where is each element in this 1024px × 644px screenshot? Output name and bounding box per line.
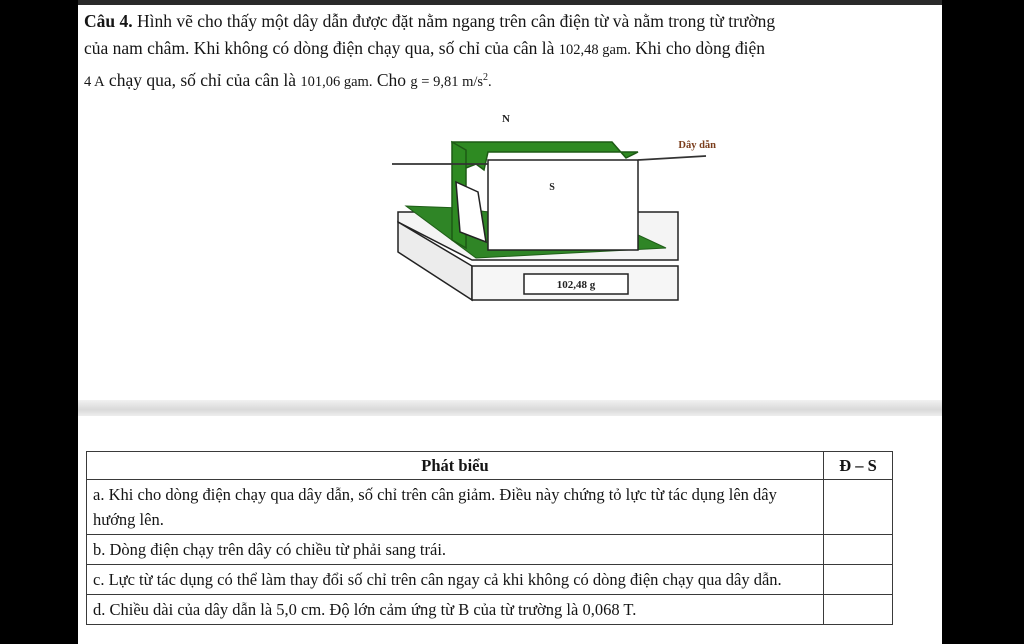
gravity-end: .: [488, 73, 492, 90]
statement-d: d. Chiều dài của dây dẫn là 5,0 cm. Độ lớn cảm ứng từ B của từ trường là 0,068 T.: [87, 595, 824, 625]
question-weight-2: 101,06 gam.: [300, 73, 373, 90]
magnet-front-face: [488, 160, 638, 250]
statement-c: c. Lực từ tác dụng có thể làm thay đổi số chỉ trên cân ngay cả khi không có dòng điện chạy qua dây dẫn.: [87, 565, 824, 595]
question-line-3b: Cho: [372, 69, 411, 90]
answer-cell-d[interactable]: [824, 595, 893, 625]
wire-label: Dây dẫn: [678, 140, 716, 151]
header-statement: Phát biểu: [87, 452, 824, 480]
table-row: [87, 480, 893, 535]
statement-b: b. Dòng điện chạy trên dây có chiều từ phải sang trái.: [87, 535, 824, 565]
pole-n-label: N: [502, 113, 510, 125]
table-row: [87, 595, 893, 625]
scale-reading: 102,48 g: [556, 279, 596, 291]
answer-cell-c[interactable]: [824, 565, 893, 595]
question-gravity: [410, 74, 491, 90]
answer-cell-a[interactable]: [824, 480, 893, 535]
table-row: [87, 565, 893, 595]
question-current: 4 A: [84, 73, 105, 90]
question-line-3a: chạy qua, số chỉ của cân là: [104, 69, 301, 90]
table-header-row: [87, 452, 893, 480]
magnet-scale-figure: [306, 100, 716, 310]
gravity-main: g = 9,81 m/s: [410, 73, 484, 90]
statement-a: a. Khi cho dòng điện chạy qua dây dẫn, số chỉ trên cân giảm. Điều này chứng tỏ lực từ tác dụng lên dây hướng lên.: [87, 480, 824, 535]
question-text: [84, 8, 934, 96]
gravity-exponent: 2: [483, 72, 489, 83]
question-line-2b: Khi cho dòng điện: [630, 38, 766, 58]
page-separator-band: [78, 400, 942, 416]
document-page: [78, 0, 942, 644]
question-line-1: Hình vẽ cho thấy một dây dẫn được đặt nằm ngang trên cân điện từ và nằm trong từ trường: [137, 11, 776, 31]
question-label: Câu 4.: [84, 11, 133, 31]
table-row: [87, 535, 893, 565]
top-strip: [78, 0, 942, 5]
header-answer: Đ – S: [824, 452, 893, 480]
question-weight-1: 102,48 gam.: [558, 42, 631, 58]
wire-right: [638, 156, 706, 160]
question-line-2a: của nam châm. Khi không có dòng điện chạy qua, số chỉ của cân là: [84, 38, 559, 58]
answer-cell-b[interactable]: [824, 535, 893, 565]
statements-table: [86, 451, 893, 625]
pole-s-label: S: [549, 182, 555, 193]
